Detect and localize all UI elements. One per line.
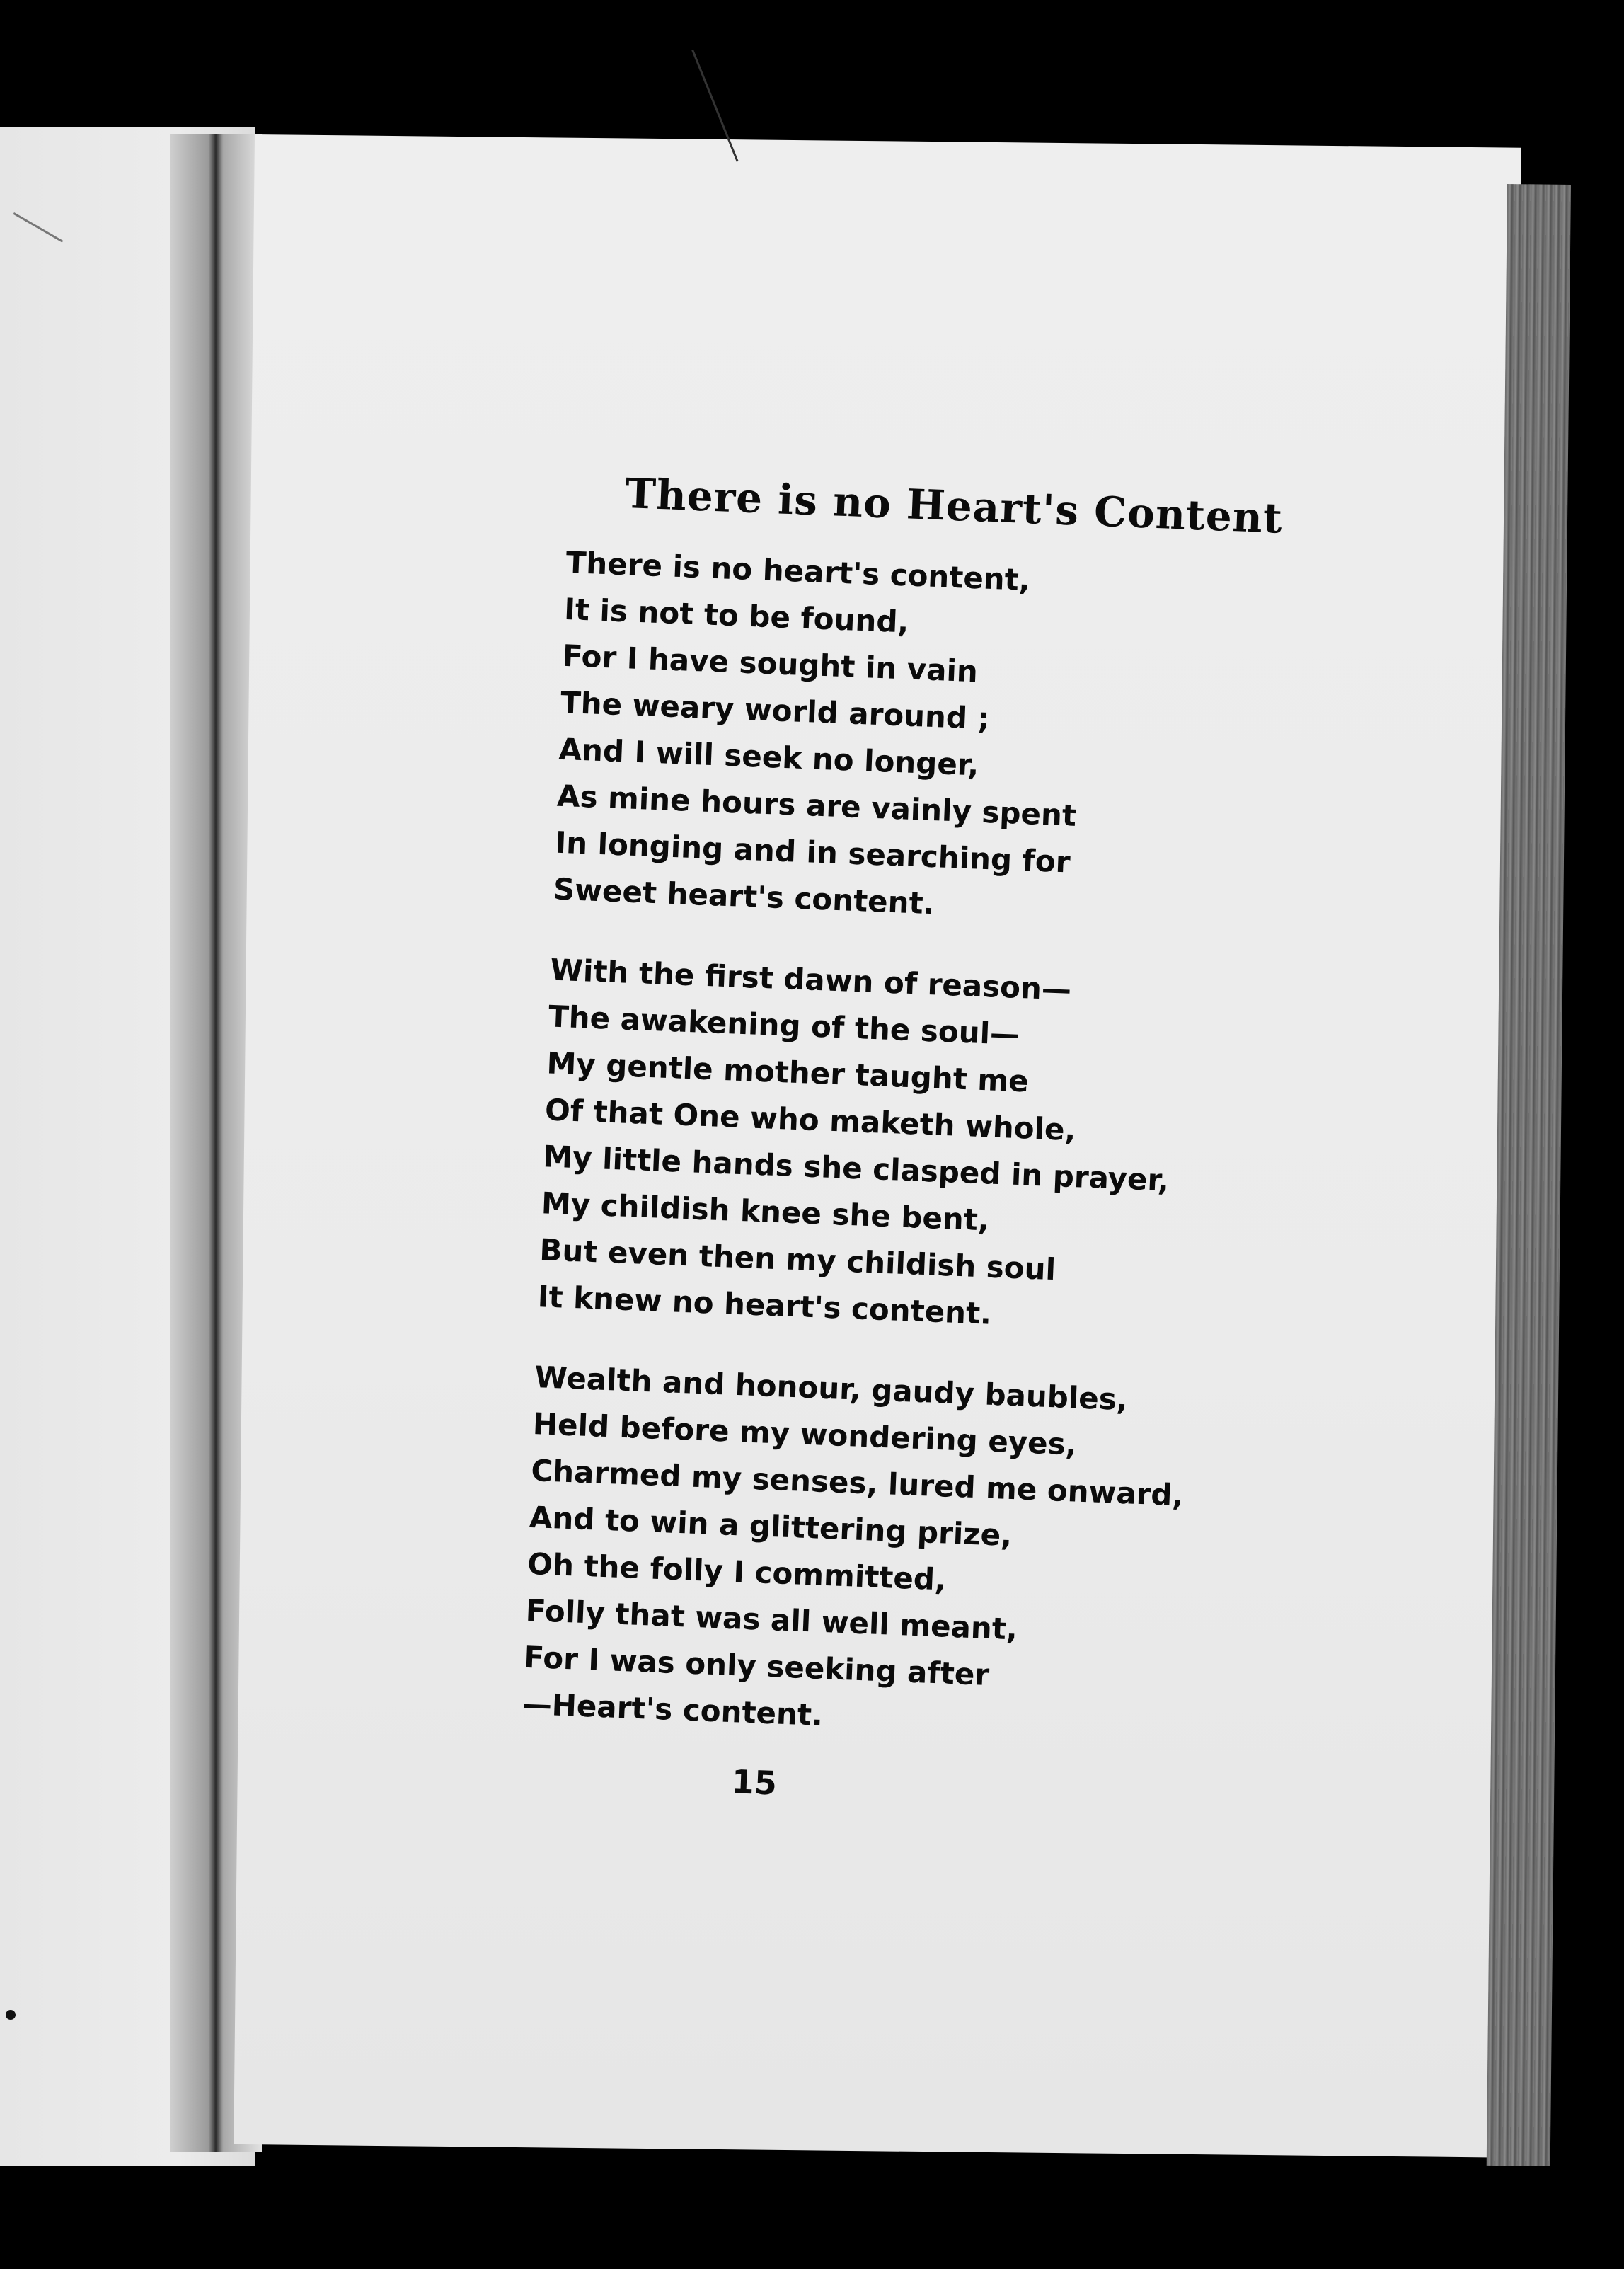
poem-line: And I will seek no longer, — [558, 731, 980, 783]
poem-content — [519, 467, 1489, 1828]
poem-line: Sweet heart's content. — [553, 871, 935, 921]
poem-line: With the first dawn of reason— — [549, 952, 1072, 1007]
poem-title: There is no Heart's Content — [624, 469, 1284, 543]
poem-line: My little hands she clasped in prayer, — [542, 1139, 1170, 1198]
poem-line: My gentle mother taught me — [546, 1045, 1030, 1099]
poem-line: The awakening of the soul— — [548, 999, 1020, 1052]
poem-line: My childish knee she bent, — [541, 1185, 990, 1238]
poem-line: But even then my childish soul — [539, 1232, 1056, 1287]
poem-line: Charmed my senses, lured me onward, — [530, 1452, 1185, 1513]
poem-line: Folly that was all well meant, — [525, 1592, 1018, 1647]
poem-line: For I was only seeking after — [523, 1639, 990, 1693]
poem-line: It is not to be found, — [563, 591, 910, 640]
ink-speck — [6, 2010, 16, 2020]
poem-line: For I have sought in vain — [561, 638, 979, 689]
poem-line: In longing and in searching for — [554, 825, 1071, 880]
stanza-1 — [553, 539, 1486, 948]
stanza-2 — [537, 947, 1470, 1356]
poem-line: —Heart's content. — [521, 1686, 824, 1733]
poem-line: Held before my wondering eyes, — [532, 1406, 1078, 1462]
poem-line: There is no heart's content, — [565, 544, 1031, 598]
stanza-3 — [522, 1354, 1455, 1763]
poem-line: It knew no heart's content. — [537, 1279, 993, 1331]
poem-line: Of that One who maketh whole, — [544, 1092, 1077, 1148]
poem-line: As mine hours are vainly spent — [556, 778, 1077, 833]
poem-line: The weary world around ; — [560, 684, 991, 737]
poem-line: Oh the folly I committed, — [526, 1546, 947, 1597]
page-number: 15 — [730, 1762, 778, 1803]
poem-line: Wealth and honour, gaudy baubles, — [534, 1360, 1129, 1418]
poem-line: And to win a glittering prize, — [529, 1499, 1013, 1553]
